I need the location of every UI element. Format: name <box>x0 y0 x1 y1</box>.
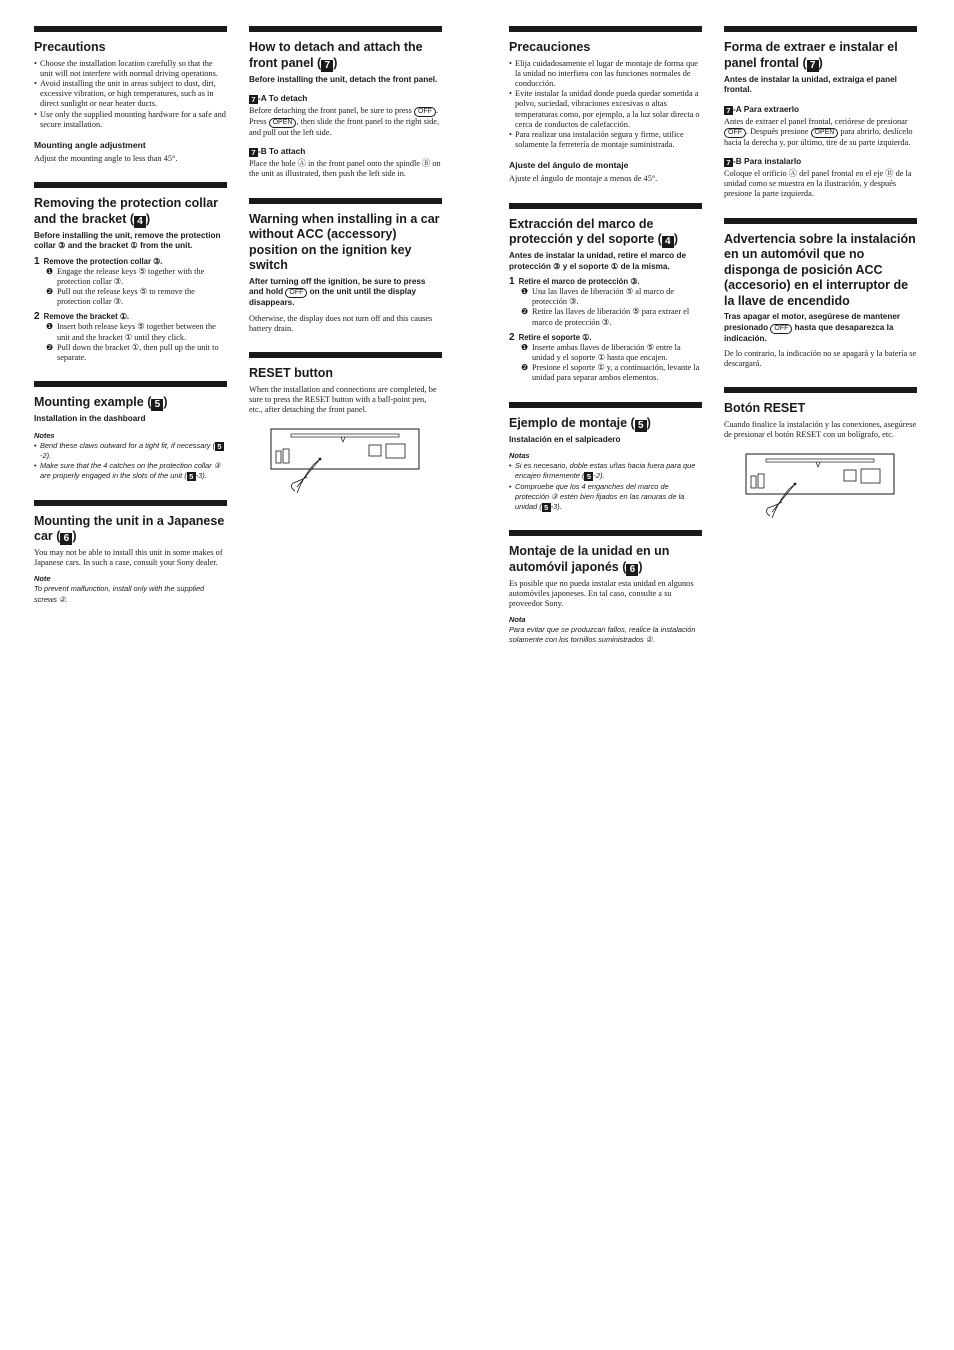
precauciones-list <box>509 59 702 151</box>
mount-title: Mounting example ( 5 ) <box>34 395 168 411</box>
detach-section <box>249 26 442 180</box>
detach-title: How to detach and attach the front panel ( 7 ) <box>249 40 423 71</box>
list-item: • Elija cuidadosamente el lugar de montaje de forma que la unidad no interfiera con las funciones normales de conducción. <box>509 59 702 90</box>
reset-title: Botón RESET <box>724 401 806 416</box>
detach-lead: Antes de instalar la unidad, extraiga el panel frontal. <box>724 74 897 94</box>
section-rule <box>724 387 917 393</box>
note-heading: Nota <box>509 615 526 625</box>
jp-text: You may not be able to install this unit in some makes of Japanese cars. In such a case, consult your Sony dealer. <box>34 548 223 568</box>
section-rule <box>724 26 917 32</box>
list-item: • Compruebe que los 4 enganches del marco de protección ③ estén bien fijados en las ranuras de la unidad ( 5 -3). <box>509 482 702 513</box>
jp-note: To prevent malfunction, install only with the supplied screws ②. <box>34 584 205 604</box>
figure-ref-icon: 4 <box>662 236 674 248</box>
warning-text: De lo contrario, la indicación no se apagará y la batería se descargará. <box>724 349 917 369</box>
section-rule <box>509 203 702 209</box>
mounting-example-section <box>34 381 227 481</box>
list-item: • Avoid installing the unit in areas subject to dust, dirt, excessive vibration, or high temperatures, such as in direct sunlight or near heater ducts. <box>34 79 227 110</box>
off-key-label: OFF <box>724 128 746 138</box>
reset-button-illustration-icon <box>269 425 424 505</box>
reset-text: Cuando finalice la instalación y las conexiones, asegúrese de presionar el botón RESET con un bolígrafo, etc. <box>724 419 917 440</box>
figure-ref-icon: 6 <box>60 533 72 545</box>
section-rule <box>249 26 442 32</box>
boton-reset-section <box>724 387 917 535</box>
figure-ref-icon: 5 <box>542 503 551 512</box>
japanese-car-section <box>34 500 227 605</box>
open-key-label: OPEN <box>811 128 839 138</box>
precautions-title: Precautions <box>34 40 106 54</box>
column-3-spanish <box>509 26 702 664</box>
warning-lead: After turning off the ignition, be sure to press and hold OFF on the unit until the display disappears. <box>249 276 426 308</box>
detach-a-heading: 7 -A To detach <box>249 93 442 104</box>
sub-step: ❷ Pull out the release keys ⑤ to remove the protection collar ③. <box>46 287 195 307</box>
mount-lead: Installation in the dashboard <box>34 414 146 424</box>
figure-ref-icon: 5 <box>215 442 224 451</box>
detach-title: Forma de extraer e instalar el panel frontal ( 7 ) <box>724 40 898 71</box>
angle-title: Mounting angle adjustment <box>34 139 146 150</box>
jp-text: Es posible que no pueda instalar esta unidad en algunos automóviles japoneses. En tal caso, consulte a su proveedor Sony. <box>509 578 694 609</box>
figure-ref-icon: 5 <box>187 472 196 481</box>
detach-a-text: Before detaching the front panel, be sure to press OFF . Press OPEN , then slide the front panel to the right side, and pull out the left side. <box>249 106 440 137</box>
advertencia-section <box>724 218 917 370</box>
section-rule <box>34 381 227 387</box>
figure-ref-icon: 6 <box>626 564 638 576</box>
figure-ref-icon: 5 <box>635 420 647 432</box>
step-2: 2 Retire el soporte ①. ❶ Inserte ambas llaves de liberación ⑤ entre la unidad y el soporte ① hasta que encajen. ❷ Presione el soporte ① y, a continuación, levante la unidad para separar ambos elementos. <box>509 333 702 384</box>
notes-list <box>34 441 227 482</box>
sub-step: ❶ Inserte ambas llaves de liberación ⑤ entre la unidad y el soporte ① hasta que encajen. <box>521 342 681 363</box>
sub-step: ❷ Retire las llaves de liberación ⑤ para extraer el marco de protección ③. <box>521 307 690 327</box>
list-item: • Choose the installation location carefully so that the unit will not interfere with normal driving operations. <box>34 59 227 79</box>
step-1: 1 Retire el marco de protección ③. ❶ Una las llaves de liberación ⑤ al marco de protección ③. ❷ Retire las llaves de liberación ⑤ para extraer el marco de protección ③. <box>509 277 702 328</box>
precautions-section <box>34 26 227 164</box>
section-rule <box>509 530 702 536</box>
notes-heading: Notes <box>34 430 55 440</box>
figure-ref-icon: 7 <box>321 60 333 72</box>
warning-lead: Tras apagar el motor, asegúrese de mantener presionado OFF hasta que desaparezca la indicación. <box>724 312 901 343</box>
list-item: • Para realizar una instalación segura y firme, utilice solamente la ferretería de montaje suministrada. <box>509 130 702 150</box>
sub-step: ❷ Pull down the bracket ①, then pull up the unit to separate. <box>46 342 219 363</box>
section-rule <box>249 198 442 204</box>
angle-text: Adjust the mounting angle to less than 45°. <box>34 153 178 163</box>
off-key-label: OFF <box>770 324 792 334</box>
list-item: • Evite instalar la unidad donde pueda quedar sometida a polvo, suciedad, vibraciones excesivas o altas temperaturas como, por ejemplo, a la luz solar directa o cerca de conductos de calefacción. <box>509 89 702 130</box>
angle-title: Ajuste del ángulo de montaje <box>509 160 629 171</box>
warning-text: Otherwise, the display does not turn off and this causes battery drain. <box>249 313 433 333</box>
mount-lead: Instalación en el salpicadero <box>509 434 621 444</box>
remove-lead: Antes de instalar la unidad, retire el marco de protección ③ y el soporte ① de la misma. <box>509 251 686 271</box>
notes-heading: Notas <box>509 451 530 461</box>
section-rule <box>34 500 227 506</box>
section-rule <box>509 26 702 32</box>
panel-frontal-section <box>724 26 917 200</box>
list-item: • Si es necesario, doble estas uñas hacia fuera para que encajen firmemente ( 5 -2). <box>509 461 702 481</box>
figure-ref-icon: 7 <box>724 106 733 115</box>
figure-ref-icon: 4 <box>134 216 146 228</box>
remove-title: Extracción del marco de protección y del soporte ( 4 ) <box>509 216 678 248</box>
precauciones-title: Precauciones <box>509 40 591 54</box>
section-rule <box>724 218 917 224</box>
figure-ref-icon: 7 <box>724 158 733 167</box>
figure-ref-icon: 7 <box>249 95 258 104</box>
ejemplo-montaje-section <box>509 402 702 513</box>
note-heading: Note <box>34 574 51 584</box>
section-rule <box>509 402 702 408</box>
off-key-label: OFF <box>414 107 436 117</box>
extraccion-section <box>509 203 702 384</box>
figure-ref-icon: 5 <box>584 472 593 481</box>
automovil-japones-section <box>509 530 702 646</box>
attach-b-text: Place the hole Ⓐ in the front panel onto the spindle Ⓑ on the unit as illustrated, then push the left side in. <box>249 159 441 179</box>
attach-b-heading: 7 -B To attach <box>249 146 442 157</box>
figure-ref-icon: 7 <box>807 60 819 72</box>
mount-title: Ejemplo de montaje ( 5 ) <box>509 415 651 431</box>
attach-b-heading: 7 -B Para instalarlo <box>724 156 917 167</box>
section-rule <box>34 26 227 32</box>
list-item: • Bend these claws outward for a tight fit, if necessary ( 5-2). <box>34 441 227 461</box>
remove-title: Removing the protection collar and the bracket ( 4 ) <box>34 196 219 227</box>
warning-title: Advertencia sobre la instalación en un automóvil que no disponga de posición ACC (accesorio) en el interruptor de la llave de encendido <box>724 231 916 308</box>
jp-title: Montaje de la unidad en un automóvil japonés ( 6 ) <box>509 544 670 575</box>
reset-section <box>249 352 442 510</box>
column-4-spanish <box>724 26 917 553</box>
step-1: 1 Remove the protection collar ③. ❶ Engage the release keys ⑤ together with the protection collar ③. ❷ Pull out the release keys ⑤ to remove the protection collar ③. <box>34 257 227 308</box>
reset-text: When the installation and connections are completed, be sure to press the RESET button with a ball-point pen, etc., after detaching the front panel. <box>249 384 437 414</box>
angle-text: Ajuste el ángulo de montaje a menos de 45°. <box>509 174 658 184</box>
warning-title: Warning when installing in a car without ACC (accessory) position on the ignition key switch <box>249 211 440 273</box>
detach-a-heading: 7 -A Para extraerlo <box>724 104 917 115</box>
detach-lead: Before installing the unit, detach the front panel. <box>249 74 438 84</box>
off-key-label: OFF <box>285 288 307 298</box>
jp-note: Para evitar que se produzcan fallos, realice la instalación solamente con los tornillos suministrados ②. <box>509 625 696 645</box>
jp-title: Mounting the unit in a Japanese car ( 6 ) <box>34 513 225 545</box>
figure-ref-icon: 5 <box>151 399 163 411</box>
precautions-list <box>34 59 227 130</box>
list-item: • Use only the supplied mounting hardware for a safe and secure installation. <box>34 110 227 130</box>
precauciones-section <box>509 26 702 185</box>
notes-list <box>509 461 702 512</box>
sub-step: ❶ Insert both release keys ⑤ together between the unit and the bracket ① until they click. <box>46 322 216 342</box>
sub-step: ❶ Una las llaves de liberación ⑤ al marco de protección ③. <box>521 287 674 307</box>
open-key-label: OPEN <box>269 118 297 128</box>
section-rule <box>249 352 442 358</box>
section-rule <box>34 182 227 188</box>
column-1-english <box>34 26 227 623</box>
reset-title: RESET button <box>249 366 334 381</box>
list-item: • Make sure that the 4 catches on the protection collar ③ are properly engaged in the slots of the unit ( 5 -3). <box>34 461 227 481</box>
reset-button-illustration-icon <box>744 450 899 530</box>
column-2-english <box>249 26 442 528</box>
warning-section <box>249 198 442 334</box>
step-2: 2 Remove the bracket ①. ❶ Insert both release keys ⑤ together between the unit and the bracket ① until they click. ❷ Pull down the bracket ①, then pull up the unit to separate. <box>34 312 227 363</box>
detach-a-text: Antes de extraer el panel frontal, ceriórese de presionar OFF . Después presione OPEN para abrirlo, deslícelo hacia la derecha y, por último, tire de su parte izquierda. <box>724 116 913 147</box>
remove-lead: Before installing the unit, remove the protection collar ③ and the bracket ① from the unit. <box>34 230 221 251</box>
sub-step: ❷ Presione el soporte ① y, a continuación, levante la unidad para separar ambos elementos. <box>521 363 700 383</box>
figure-ref-icon: 7 <box>249 148 258 157</box>
sub-step: ❶ Engage the release keys ⑤ together with the protection collar ③. <box>46 266 205 286</box>
remove-collar-section <box>34 182 227 363</box>
attach-b-text: Coloque el orificio Ⓐ del panel frontal en el eje Ⓑ de la unidad como se muestra en la ilustración, y después presione la parte izquierda. <box>724 168 912 199</box>
